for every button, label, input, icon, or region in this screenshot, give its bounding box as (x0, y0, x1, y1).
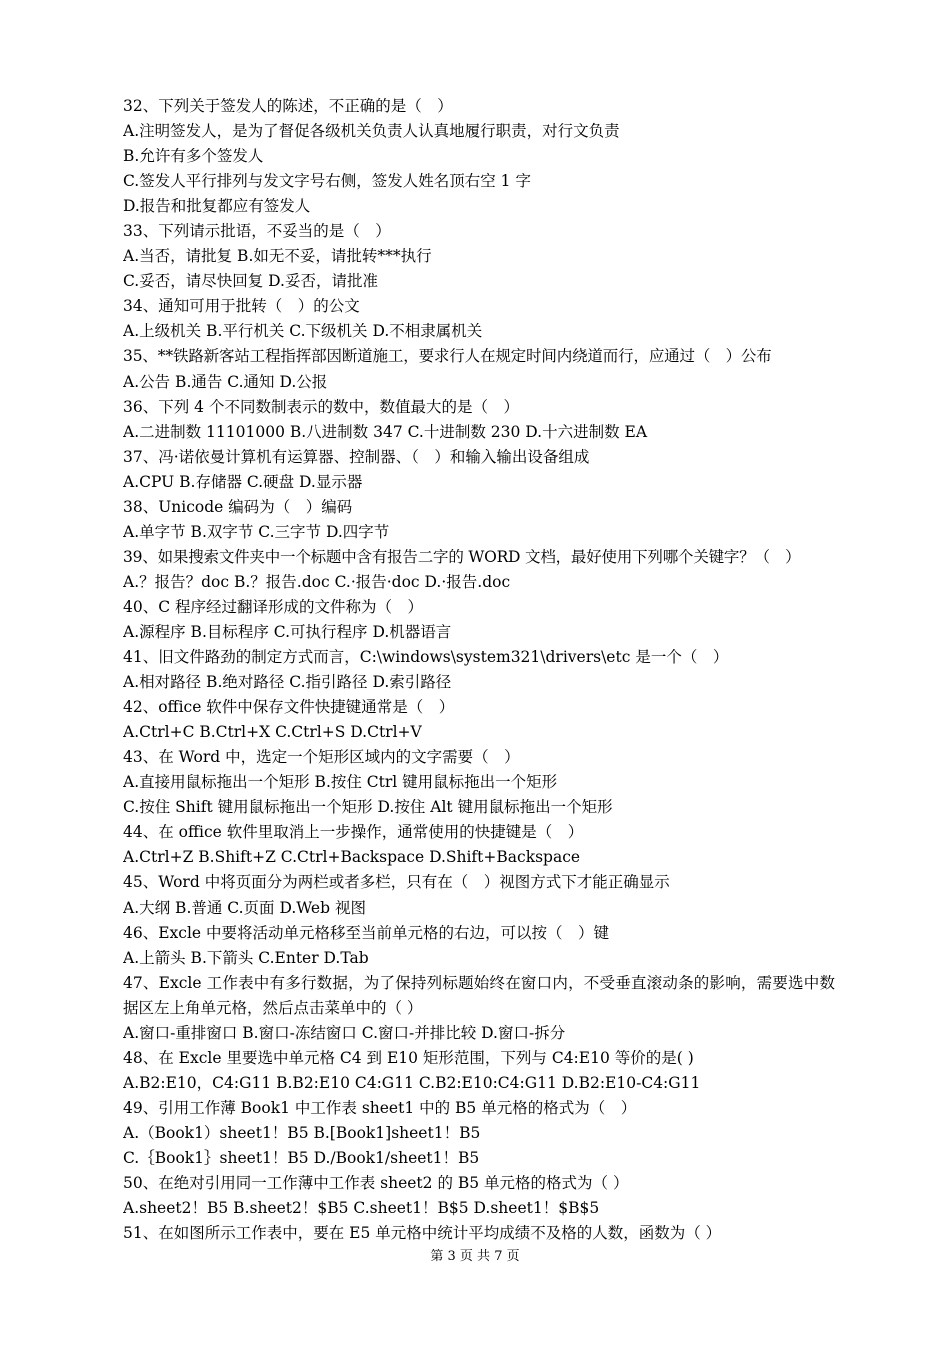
question-45: 45、Word 中将页面分为两栏或者多栏，只有在（ ）视图方式下才能正确显示 (123, 873, 670, 892)
question-36: 36、下列 4 个不同数制表示的数中，数值最大的是（ ） (123, 397, 519, 416)
question-47: 47、Excle 工作表中有多行数据，为了保持列标题始终在窗口内，不受垂直滚动条的影响，需要选中数据区左上角单元格，然后点击菜单中的（ ） (123, 973, 835, 1017)
option-line: A.B2:E10，C4:G11 B.B2:E10 C4:G11 C.B2:E10:C4:G11 D.B2:E10-C4:G11 (123, 1073, 701, 1092)
question-38: 38、Unicode 编码为（ ）编码 (123, 497, 353, 516)
option-line: C.妥否，请尽快回复 D.妥否，请批准 (123, 272, 378, 291)
option-line: A.源程序 B.目标程序 C.可执行程序 D.机器语言 (123, 622, 452, 641)
option-line: A.注明签发人，是为了督促各级机关负责人认真地履行职责，对行文负责 (123, 122, 620, 141)
question-48: 48、在 Excle 里要选中单元格 C4 到 E10 矩形范围，下列与 C4:E10 等价的是( ) (123, 1048, 694, 1067)
question-39: 39、如果搜索文件夹中一个标题中含有报告二字的 WORD 文档，最好使用下列哪个关键字？（ ） (123, 547, 801, 566)
question-41: 41、旧文件路劲的制定方式而言，C:\windows\system321\drivers\etc 是一个（ ） (123, 648, 729, 667)
option-line: A.二进制数 11101000 B.八进制数 347 C.十进制数 230 D.十六进制数 EA (123, 422, 648, 441)
question-44: 44、在 office 软件里取消上一步操作，通常使用的快捷键是（ ） (123, 823, 584, 842)
option-line: A.直接用鼠标拖出一个矩形 B.按住 Ctrl 键用鼠标拖出一个矩形 (123, 773, 558, 792)
option-line: A.公告 B.通告 C.通知 D.公报 (123, 372, 328, 391)
question-43: 43、在 Word 中，选定一个矩形区域内的文字需要（ ） (123, 748, 520, 767)
question-51: 51、在如图所示工作表中，要在 E5 单元格中统计平均成绩不及格的人数，函数为（ ） (123, 1224, 722, 1243)
option-line: A.上箭头 B.下箭头 C.Enter D.Tab (123, 948, 369, 967)
option-line: C.｛Book1｝sheet1！B5 D./Book1/sheet1！B5 (123, 1148, 480, 1167)
option-line: A.上级机关 B.平行机关 C.下级机关 D.不相隶属机关 (123, 322, 483, 341)
option-line: A.Ctrl+C B.Ctrl+X C.Ctrl+S D.Ctrl+V (123, 723, 422, 742)
option-line: A.当否，请批复 B.如无不妥，请批转***执行 (123, 247, 432, 266)
question-46: 46、Excle 中要将活动单元格移至当前单元格的右边，可以按（ ）键 (123, 923, 610, 942)
question-42: 42、office 软件中保存文件快捷键通常是（ ） (123, 698, 455, 717)
option-line: B.允许有多个签发人 (123, 147, 264, 166)
option-line: A.相对路径 B.绝对路径 C.指引路径 D.索引路径 (123, 673, 452, 692)
option-line: A.CPU B.存储器 C.硬盘 D.显示器 (123, 472, 363, 491)
option-line: A.sheet2！B5 B.sheet2！$B5 C.sheet1！B$5 D.sheet1！$B$5 (123, 1199, 600, 1218)
question-37: 37、冯·诺依曼计算机有运算器、控制器、（ ）和输入输出设备组成 (123, 447, 590, 466)
option-line: A.大纲 B.普通 C.页面 D.Web 视图 (123, 898, 366, 917)
question-34: 34、通知可用于批转（ ）的公文 (123, 297, 360, 316)
question-49: 49、引用工作薄 Book1 中工作表 sheet1 中的 B5 单元格的格式为（ ） (123, 1098, 637, 1117)
option-line: C.按住 Shift 键用鼠标拖出一个矩形 D.按住 Alt 键用鼠标拖出一个矩形 (123, 798, 613, 817)
question-40: 40、C 程序经过翻译形成的文件称为（ ） (123, 597, 424, 616)
option-line: A.单字节 B.双字节 C.三字节 D.四字节 (123, 522, 390, 541)
question-50: 50、在绝对引用同一工作薄中工作表 sheet2 的 B5 单元格的格式为（ ） (123, 1174, 629, 1193)
option-line: D.报告和批复都应有签发人 (123, 197, 311, 216)
question-35: 35、**铁路新客站工程指挥部因断道施工，要求行人在规定时间内绕道而行，应通过（ ）公布 (123, 347, 772, 366)
question-list (123, 94, 835, 1246)
option-line: A.Ctrl+Z B.Shift+Z C.Ctrl+Backspace D.Shift+Backspace (123, 848, 581, 867)
option-line: A.？报告？doc B.？报告.doc C.·报告·doc D.·报告.doc (123, 572, 511, 591)
page-footer: 第 3 页 共 7 页 (430, 1249, 520, 1264)
option-line: A.（Book1）sheet1！B5 B.[Book1]sheet1！B5 (123, 1123, 481, 1142)
question-32: 32、下列关于签发人的陈述，不正确的是（ ） (123, 97, 453, 115)
option-line: C.签发人平行排列与发文字号右侧，签发人姓名顶右空 1 字 (123, 172, 531, 191)
option-line: A.窗口-重排窗口 B.窗口-冻结窗口 C.窗口-并排比较 D.窗口-拆分 (123, 1023, 566, 1042)
question-33: 33、下列请示批语，不妥当的是（ ） (123, 222, 391, 241)
